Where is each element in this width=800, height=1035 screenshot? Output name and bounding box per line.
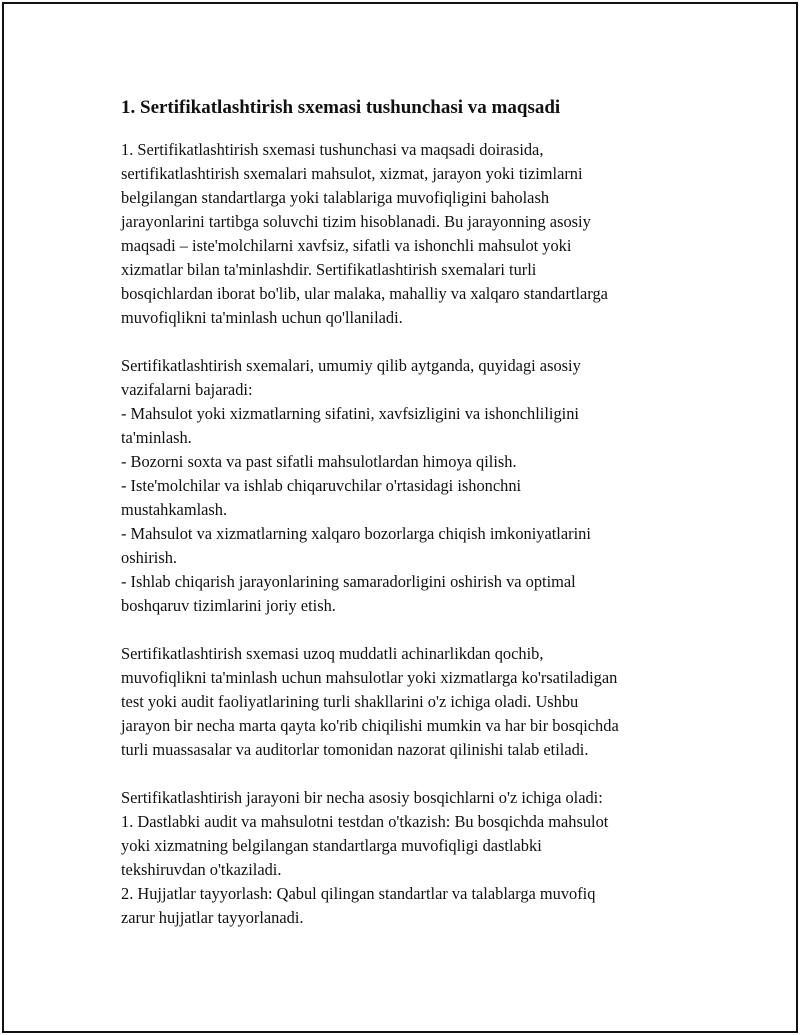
text-line: tekshiruvdan o'tkaziladi. xyxy=(121,860,282,879)
document-body xyxy=(121,96,681,954)
text-line: ta'minlash. xyxy=(121,428,192,447)
text-line: turli muassasalar va auditorlar tomonidan nazorat qilinishi talab etiladi. xyxy=(121,740,589,759)
page-frame xyxy=(2,2,798,1033)
text-line: Sertifikatlashtirish sxemasi uzoq muddatli achinarlikdan qochib, xyxy=(121,644,544,663)
list-item: 1. Dastlabki audit va mahsulotni testdan o'tkazish: Bu bosqichda mahsulot xyxy=(121,812,609,831)
list-item: - Iste'molchilar va ishlab chiqaruvchilar o'rtasidagi ishonchni xyxy=(121,476,522,495)
text-line: xizmatlar bilan ta'minlashdir. Sertifikatlashtirish sxemalari turli xyxy=(121,260,537,279)
text-line: muvofiqlikni ta'minlash uchun qo'llaniladi. xyxy=(121,308,403,327)
paragraph-scheme-scope xyxy=(121,642,681,762)
paragraph-process-stages xyxy=(121,786,681,930)
list-item: - Bozorni soxta va past sifatli mahsulotlardan himoya qilish. xyxy=(121,452,517,471)
text-line: bosqichlardan iborat bo'lib, ular malaka, mahalliy va xalqaro standartlarga xyxy=(121,284,608,303)
list-item: - Mahsulot yoki xizmatlarning sifatini, xavfsizligini va ishonchliligini xyxy=(121,404,579,423)
text-line: oshirish. xyxy=(121,548,178,567)
text-line: yoki xizmatning belgilangan standartlarga muvofiqligi dastlabki xyxy=(121,836,542,855)
paragraph-functions-list xyxy=(121,354,681,618)
text-line: zarur hujjatlar tayyorlanadi. xyxy=(121,908,304,927)
text-line: jarayonlarini tartibga soluvchi tizim hisoblanadi. Bu jarayonning asosiy xyxy=(121,212,591,231)
text-line: vazifalarni bajaradi: xyxy=(121,380,253,399)
list-item: 2. Hujjatlar tayyorlash: Qabul qilingan standartlar va talablarga muvofiq xyxy=(121,884,596,903)
text-line: maqsadi – iste'molchilarni xavfsiz, sifatli va ishonchli mahsulot yoki xyxy=(121,236,572,255)
text-line: jarayon bir necha marta qayta ko'rib chiqilishi mumkin va har bir bosqichda xyxy=(121,716,619,735)
list-item: - Ishlab chiqarish jarayonlarining samaradorligini oshirish va optimal xyxy=(121,572,576,591)
text-line: muvofiqlikni ta'minlash uchun mahsulotlar yoki xizmatlarga ko'rsatiladigan xyxy=(121,668,618,687)
text-line: Sertifikatlashtirish jarayoni bir necha asosiy bosqichlarni o'z ichiga oladi: xyxy=(121,788,603,807)
section-heading: 1. Sertifikatlashtirish sxemasi tushunchasi va maqsadi xyxy=(121,97,561,118)
text-line: Sertifikatlashtirish sxemalari, umumiy qilib aytganda, quyidagi asosiy xyxy=(121,356,581,375)
text-line: sertifikatlashtirish sxemalari mahsulot, xizmat, jarayon yoki tizimlarni xyxy=(121,164,583,183)
list-item: - Mahsulot va xizmatlarning xalqaro bozorlarga chiqish imkoniyatlarini xyxy=(121,524,591,543)
text-line: test yoki audit faoliyatlarining turli shakllarini o'z ichiga oladi. Ushbu xyxy=(121,692,579,711)
text-line: boshqaruv tizimlarini joriy etish. xyxy=(121,596,336,615)
text-line: mustahkamlash. xyxy=(121,500,228,519)
text-line: belgilangan standartlarga yoki talablariga muvofiqligini baholash xyxy=(121,188,550,207)
text-line: 1. Sertifikatlashtirish sxemasi tushunchasi va maqsadi doirasida, xyxy=(121,140,544,159)
paragraph-intro xyxy=(121,138,681,330)
